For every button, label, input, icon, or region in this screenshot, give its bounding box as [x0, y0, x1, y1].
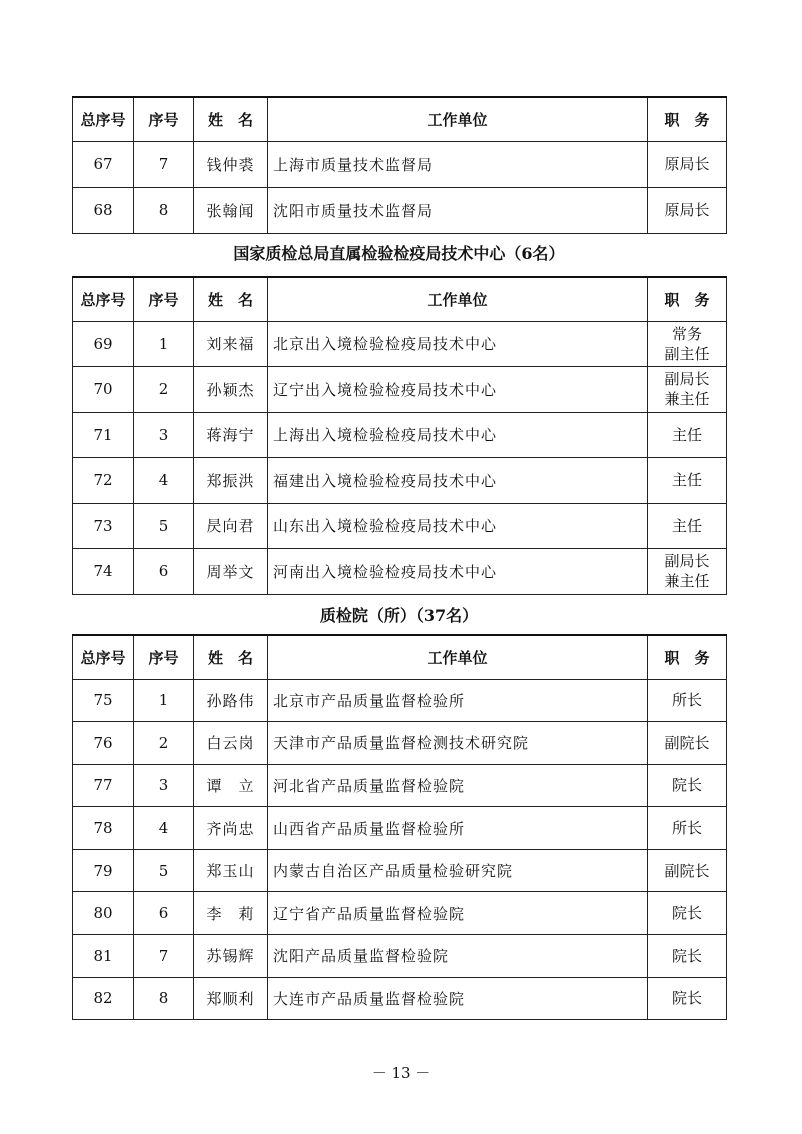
cell-total-no: 78	[73, 807, 134, 850]
cell-position	[648, 892, 727, 935]
position-line: 主任	[671, 425, 702, 444]
cell-total-no: 80	[73, 892, 134, 935]
cell-name: 齐尚忠	[194, 807, 268, 850]
position-line: 院长	[671, 989, 702, 1008]
cell-name: 张翰闻	[194, 187, 268, 233]
cell-unit: 北京出入境检验检疫局技术中心	[268, 321, 648, 367]
cell-no: 2	[134, 722, 194, 765]
header-unit: 工作单位	[268, 635, 648, 679]
header-position: 职 务	[648, 277, 727, 321]
cell-no: 4	[134, 458, 194, 504]
cell-name: 蒋海宁	[194, 412, 268, 458]
cell-position	[648, 412, 727, 458]
cell-name: 李 莉	[194, 892, 268, 935]
position-line: 副院长	[664, 733, 710, 752]
position-line: 院长	[671, 904, 702, 923]
header-total-no: 总序号	[73, 97, 134, 141]
cell-total-no: 68	[73, 187, 134, 233]
cell-position	[648, 321, 727, 367]
cell-position	[648, 679, 727, 722]
cell-name: 谭 立	[194, 764, 268, 807]
position-line: 院长	[671, 776, 702, 795]
position-line: 兼主任	[664, 390, 710, 409]
table-row	[73, 503, 727, 549]
position-line: 所长	[671, 691, 702, 710]
table-row	[73, 549, 727, 595]
cell-total-no: 76	[73, 722, 134, 765]
table-row	[73, 679, 727, 722]
table-row	[73, 892, 727, 935]
cell-unit: 山西省产品质量监督检验所	[268, 807, 648, 850]
cell-unit: 上海出入境检验检疫局技术中心	[268, 412, 648, 458]
cell-total-no: 69	[73, 321, 134, 367]
cell-total-no: 75	[73, 679, 134, 722]
cell-total-no: 70	[73, 367, 134, 413]
section-3-title: 质检院（所）（37名）	[319, 606, 479, 625]
cell-no: 8	[134, 187, 194, 233]
page-number: － 13 －	[371, 1064, 431, 1082]
cell-unit: 天津市产品质量监督检测技术研究院	[268, 722, 648, 765]
cell-total-no: 67	[73, 141, 134, 187]
cell-unit: 沈阳市质量技术监督局	[268, 187, 648, 233]
cell-unit: 河南出入境检验检疫局技术中心	[268, 549, 648, 595]
cell-name: 刘来福	[194, 321, 268, 367]
header-name: 姓 名	[194, 97, 268, 141]
table-row	[73, 458, 727, 504]
cell-total-no: 72	[73, 458, 134, 504]
header-row	[73, 277, 727, 321]
cell-unit: 内蒙古自治区产品质量检验研究院	[268, 849, 648, 892]
table-section-2	[72, 276, 727, 595]
header-unit: 工作单位	[268, 277, 648, 321]
header-name: 姓 名	[194, 277, 268, 321]
cell-name: 郑振洪	[194, 458, 268, 504]
cell-total-no: 82	[73, 977, 134, 1020]
cell-total-no: 81	[73, 935, 134, 978]
cell-position	[648, 977, 727, 1020]
table-row	[73, 141, 727, 187]
cell-no: 4	[134, 807, 194, 850]
table-row	[73, 367, 727, 413]
cell-position	[648, 141, 727, 187]
cell-unit: 沈阳产品质量监督检验院	[268, 935, 648, 978]
table-row	[73, 321, 727, 367]
cell-no: 1	[134, 321, 194, 367]
header-position: 职 务	[648, 97, 727, 141]
cell-no: 5	[134, 849, 194, 892]
cell-no: 6	[134, 549, 194, 595]
table-row	[73, 977, 727, 1020]
position-line: 副局长	[664, 552, 710, 571]
cell-name: 昃向君	[194, 503, 268, 549]
header-row	[73, 97, 727, 141]
header-no: 序号	[134, 635, 194, 679]
cell-name: 孙颖杰	[194, 367, 268, 413]
cell-position	[648, 807, 727, 850]
cell-position	[648, 935, 727, 978]
table-section-1	[72, 96, 727, 234]
table-row	[73, 722, 727, 765]
cell-no: 8	[134, 977, 194, 1020]
header-no: 序号	[134, 277, 194, 321]
table-row	[73, 935, 727, 978]
cell-position	[648, 367, 727, 413]
cell-name: 苏锡辉	[194, 935, 268, 978]
cell-total-no: 79	[73, 849, 134, 892]
cell-position	[648, 764, 727, 807]
cell-unit: 北京市产品质量监督检验所	[268, 679, 648, 722]
header-total-no: 总序号	[73, 277, 134, 321]
cell-position	[648, 458, 727, 504]
cell-name: 郑顺利	[194, 977, 268, 1020]
position-line: 院长	[671, 946, 702, 965]
cell-unit: 辽宁省产品质量监督检验院	[268, 892, 648, 935]
cell-no: 7	[134, 141, 194, 187]
cell-no: 2	[134, 367, 194, 413]
cell-no: 7	[134, 935, 194, 978]
header-unit: 工作单位	[268, 97, 648, 141]
position-line: 主任	[671, 471, 702, 490]
table-row	[73, 187, 727, 233]
cell-no: 5	[134, 503, 194, 549]
position-line: 常务	[671, 324, 702, 343]
cell-unit: 上海市质量技术监督局	[268, 141, 648, 187]
cell-no: 3	[134, 412, 194, 458]
cell-position	[648, 722, 727, 765]
cell-unit: 辽宁出入境检验检疫局技术中心	[268, 367, 648, 413]
position-line: 副院长	[664, 861, 710, 880]
cell-unit: 河北省产品质量监督检验院	[268, 764, 648, 807]
cell-position	[648, 849, 727, 892]
cell-position	[648, 503, 727, 549]
cell-position	[648, 549, 727, 595]
position-line: 原局长	[664, 201, 710, 219]
cell-name: 周举文	[194, 549, 268, 595]
header-row	[73, 635, 727, 679]
header-total-no: 总序号	[73, 635, 134, 679]
position-line: 副主任	[664, 344, 710, 363]
header-name: 姓 名	[194, 635, 268, 679]
cell-no: 6	[134, 892, 194, 935]
cell-total-no: 71	[73, 412, 134, 458]
cell-unit: 福建出入境检验检疫局技术中心	[268, 458, 648, 504]
section-2-title: 国家质检总局直属检验检疫局技术中心（6名）	[233, 244, 565, 263]
table-section-3	[72, 634, 727, 1020]
position-line: 所长	[671, 819, 702, 838]
cell-no: 1	[134, 679, 194, 722]
cell-name: 郑玉山	[194, 849, 268, 892]
cell-total-no: 77	[73, 764, 134, 807]
table-row	[73, 807, 727, 850]
cell-total-no: 73	[73, 503, 134, 549]
table-row	[73, 764, 727, 807]
position-line: 主任	[671, 516, 702, 535]
cell-name: 钱仲裘	[194, 141, 268, 187]
cell-unit: 大连市产品质量监督检验院	[268, 977, 648, 1020]
header-no: 序号	[134, 97, 194, 141]
cell-position	[648, 187, 727, 233]
cell-unit: 山东出入境检验检疫局技术中心	[268, 503, 648, 549]
header-position: 职 务	[648, 635, 727, 679]
table-row	[73, 412, 727, 458]
position-line: 原局长	[664, 155, 710, 173]
cell-no: 3	[134, 764, 194, 807]
cell-name: 白云岗	[194, 722, 268, 765]
cell-name: 孙路伟	[194, 679, 268, 722]
cell-total-no: 74	[73, 549, 134, 595]
position-line: 副局长	[664, 370, 710, 389]
table-row	[73, 849, 727, 892]
position-line: 兼主任	[664, 572, 710, 591]
